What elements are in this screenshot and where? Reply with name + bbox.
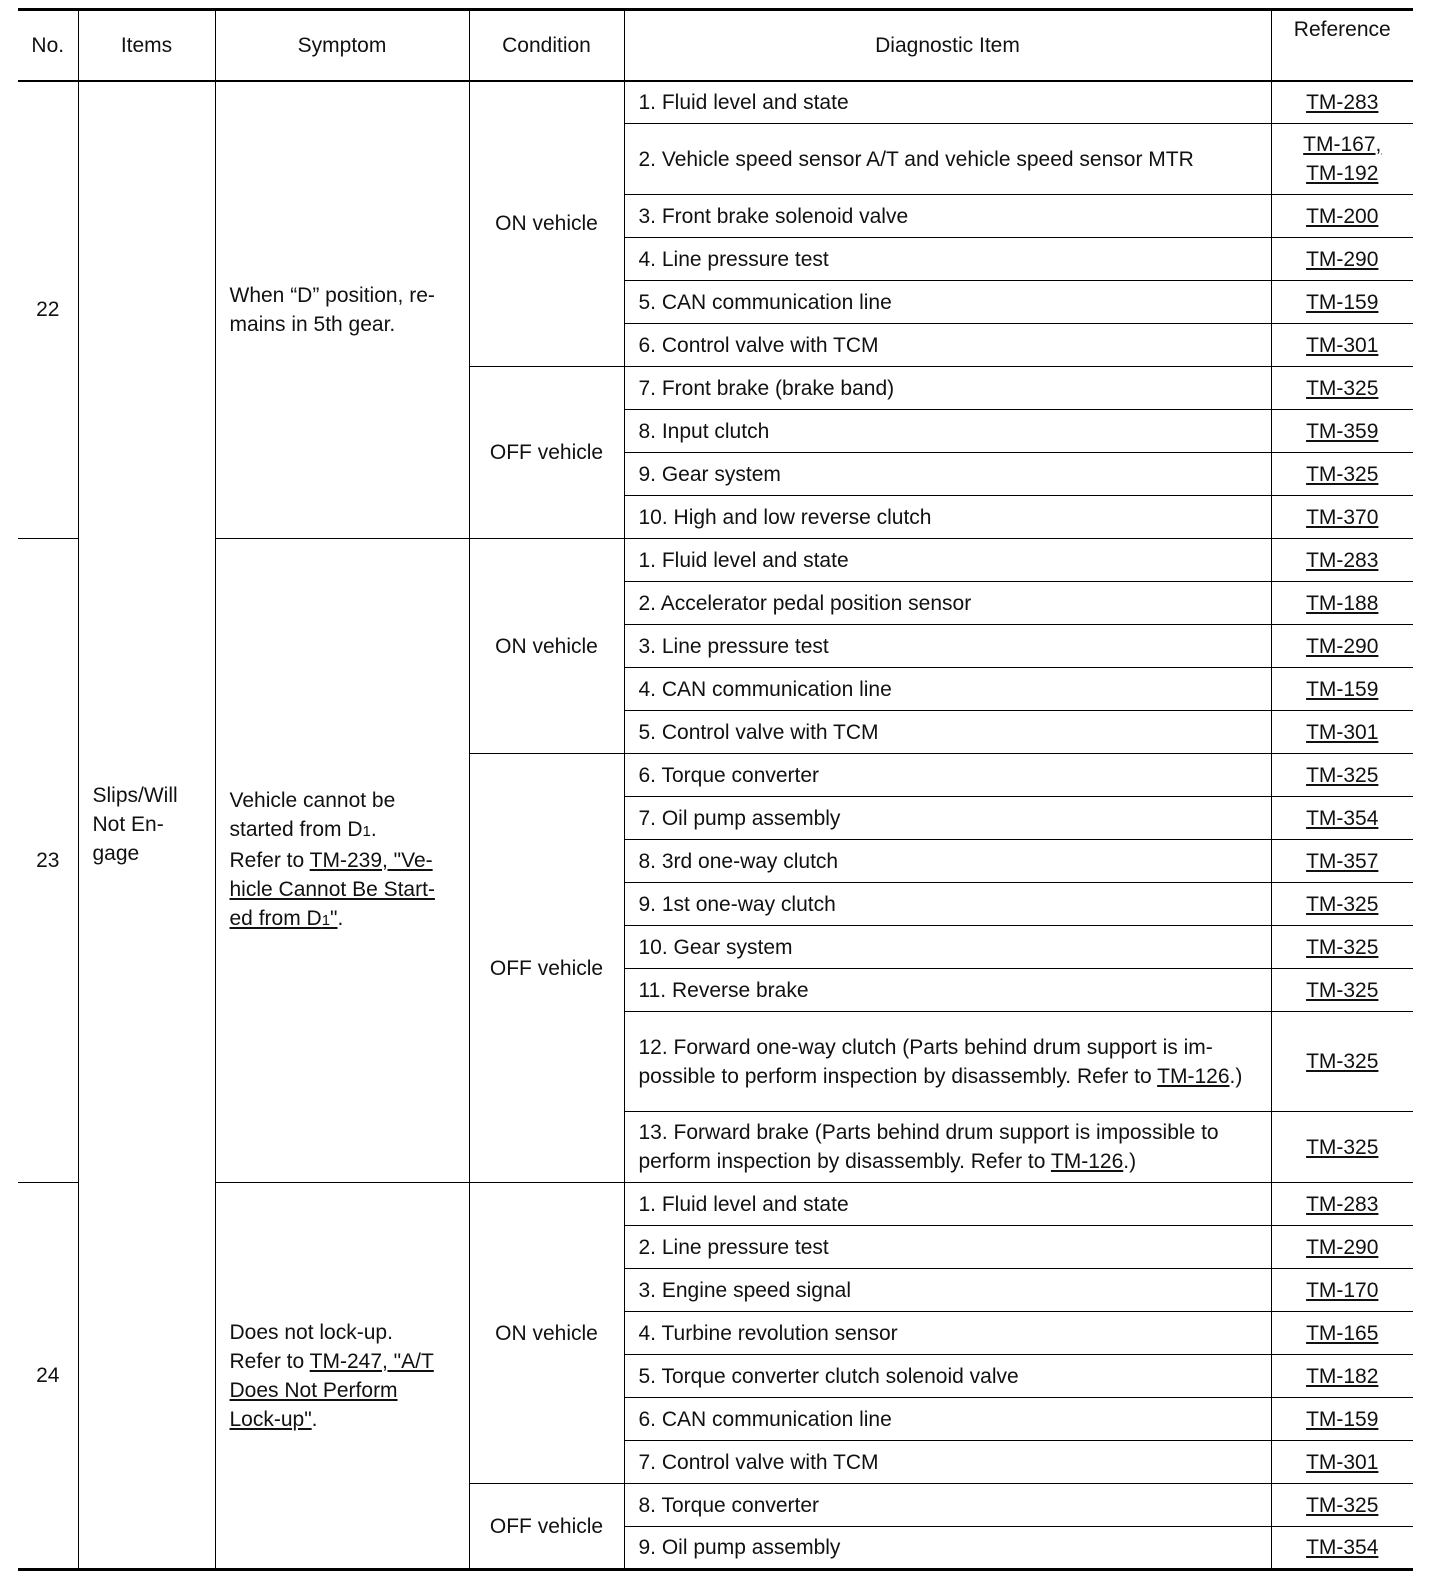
condition-cell: OFF vehicle	[469, 367, 624, 539]
reference-cell[interactable]	[1271, 582, 1413, 625]
diagnostic-item: 1. Fluid level and state	[624, 1183, 1271, 1226]
diagnostic-item: 6. CAN communication line	[624, 1398, 1271, 1441]
reference-cell[interactable]	[1271, 195, 1413, 238]
reference-link[interactable]: TM-325	[1306, 892, 1379, 916]
reference-link[interactable]: TM-325	[1306, 763, 1379, 787]
reference-cell[interactable]	[1271, 1112, 1413, 1183]
reference-link[interactable]: TM-354	[1306, 806, 1379, 830]
reference-link[interactable]: TM-283	[1306, 90, 1379, 114]
reference-link[interactable]: TM-159	[1306, 1407, 1379, 1431]
diagnostic-item: 13. Forward brake (Parts behind drum support is impossible to perform inspection by disassembly. Refer to TM-126.)	[624, 1112, 1271, 1183]
reference-cell[interactable]	[1271, 797, 1413, 840]
symptom-text: When “D” position, re-mains in 5th gear.	[229, 283, 435, 336]
diagnostic-item: 5. Torque converter clutch solenoid valve	[624, 1355, 1271, 1398]
reference-cell[interactable]	[1271, 926, 1413, 969]
reference-link[interactable]: TM-325	[1306, 1135, 1379, 1159]
reference-cell[interactable]	[1271, 238, 1413, 281]
row-number: 22	[18, 81, 78, 539]
diagnostic-item: 3. Engine speed signal	[624, 1269, 1271, 1312]
diagnostic-item: 6. Torque converter	[624, 754, 1271, 797]
reference-cell[interactable]	[1271, 496, 1413, 539]
reference-link[interactable]: TM-354	[1306, 1536, 1379, 1559]
diagnostic-item: 11. Reverse brake	[624, 969, 1271, 1012]
reference-link[interactable]: TM-325	[1306, 935, 1379, 959]
diagnostic-item: 2. Line pressure test	[624, 1226, 1271, 1269]
symptom-link[interactable]: TM-247, "A/T Does Not Perform Lock-up"	[229, 1349, 434, 1431]
reference-link[interactable]: TM-359	[1306, 419, 1379, 443]
header-symptom: Symptom	[215, 10, 469, 81]
diagnostic-item-link[interactable]: TM-126	[1050, 1150, 1124, 1173]
reference-cell[interactable]	[1271, 1441, 1413, 1484]
table-row	[18, 1183, 1413, 1226]
reference-cell[interactable]	[1271, 324, 1413, 367]
reference-link[interactable]: TM-283	[1306, 548, 1379, 572]
diagnostic-item: 4. CAN communication line	[624, 668, 1271, 711]
reference-link[interactable]: TM-325	[1306, 1493, 1379, 1517]
reference-cell[interactable]	[1271, 281, 1413, 324]
reference-cell[interactable]	[1271, 1527, 1413, 1570]
symptom-cell	[215, 539, 469, 1183]
reference-cell[interactable]	[1271, 1183, 1413, 1226]
diagnostic-item: 2. Accelerator pedal position sensor	[624, 582, 1271, 625]
row-number: 23	[18, 539, 78, 1183]
header-no: No.	[18, 10, 78, 81]
diagnostic-item: 8. Torque converter	[624, 1484, 1271, 1527]
reference-link[interactable]: TM-325	[1306, 376, 1379, 400]
reference-link[interactable]: TM-290	[1306, 1235, 1379, 1259]
reference-cell[interactable]	[1271, 668, 1413, 711]
reference-link[interactable]: TM-188	[1306, 591, 1379, 615]
reference-link[interactable]: TM-159	[1306, 677, 1379, 701]
diagnostic-item-link[interactable]: TM-126	[1157, 1064, 1230, 1088]
reference-cell[interactable]	[1271, 1312, 1413, 1355]
symptom-cell	[215, 1183, 469, 1570]
table-row	[18, 539, 1413, 582]
symptom-link[interactable]: TM-239, "Ve-hicle Cannot Be Start-ed from D1"	[229, 849, 435, 930]
diagnostic-item: 3. Front brake solenoid valve	[624, 195, 1271, 238]
reference-cell[interactable]	[1271, 1398, 1413, 1441]
diagnostic-item: 12. Forward one-way clutch (Parts behind drum support is im-possible to perform inspection by disassembly. Refer to TM-126.)	[624, 1012, 1271, 1112]
reference-link[interactable]: TM-167,	[1303, 133, 1382, 156]
reference-link[interactable]: TM-283	[1306, 1192, 1379, 1216]
items-cell	[78, 81, 215, 1570]
diagnosis-table	[18, 8, 1413, 1571]
table-header-row	[18, 10, 1413, 81]
diagnostic-item: 1. Fluid level and state	[624, 81, 1271, 124]
diagnostic-item: 9. 1st one-way clutch	[624, 883, 1271, 926]
items-label: Slips/Will Not En-gage	[92, 784, 178, 866]
header-condition: Condition	[469, 10, 624, 81]
reference-link[interactable]: TM-325	[1306, 1050, 1379, 1073]
reference-link[interactable]: TM-357	[1306, 849, 1379, 873]
symptom-text: Vehicle cannot be started from D1. Refer to TM-239, "Ve-hicle Cannot Be Start-ed from D1".	[229, 789, 435, 930]
diagnostic-item: 1. Fluid level and state	[624, 539, 1271, 582]
reference-cell[interactable]	[1271, 969, 1413, 1012]
symptom-text: Does not lock-up. Refer to TM-247, "A/T Does Not Perform Lock-up".	[229, 1320, 434, 1431]
reference-cell[interactable]	[1271, 1269, 1413, 1312]
table-row	[18, 81, 1413, 124]
diagnostic-item: 4. Line pressure test	[624, 238, 1271, 281]
reference-cell[interactable]	[1271, 883, 1413, 926]
reference-cell[interactable]	[1271, 453, 1413, 496]
reference-link[interactable]: TM-192	[1306, 162, 1379, 185]
condition-cell: OFF vehicle	[469, 754, 624, 1183]
diagnostic-item: 4. Turbine revolution sensor	[624, 1312, 1271, 1355]
reference-cell[interactable]	[1271, 539, 1413, 582]
reference-link[interactable]: TM-370	[1306, 505, 1379, 529]
diagnostic-item: 5. Control valve with TCM	[624, 711, 1271, 754]
reference-link[interactable]: TM-290	[1306, 634, 1379, 658]
diagnostic-item: 7. Front brake (brake band)	[624, 367, 1271, 410]
diagnostic-item: 5. CAN communication line	[624, 281, 1271, 324]
diagnostic-item: 10. High and low reverse clutch	[624, 496, 1271, 539]
diagnostic-item: 10. Gear system	[624, 926, 1271, 969]
reference-link[interactable]: TM-325	[1306, 978, 1379, 1002]
diagnostic-item: 2. Vehicle speed sensor A/T and vehicle speed sensor MTR	[624, 124, 1271, 195]
reference-cell[interactable]	[1271, 81, 1413, 124]
header-reference: Reference	[1271, 10, 1413, 81]
reference-link[interactable]: TM-325	[1306, 462, 1379, 486]
reference-cell[interactable]	[1271, 1355, 1413, 1398]
diagnostic-item: 9. Gear system	[624, 453, 1271, 496]
condition-cell: ON vehicle	[469, 81, 624, 367]
condition-cell: ON vehicle	[469, 1183, 624, 1484]
reference-cell[interactable]	[1271, 410, 1413, 453]
reference-link[interactable]: TM-200	[1306, 204, 1379, 228]
row-number: 24	[18, 1183, 78, 1570]
reference-link[interactable]: TM-182	[1306, 1364, 1379, 1388]
symptom-cell	[215, 81, 469, 539]
diagnostic-item: 6. Control valve with TCM	[624, 324, 1271, 367]
header-diagnostic-item: Diagnostic Item	[624, 10, 1271, 81]
diagnostic-item: 7. Oil pump assembly	[624, 797, 1271, 840]
reference-link[interactable]: TM-159	[1306, 290, 1379, 314]
reference-link[interactable]: TM-301	[1306, 1450, 1379, 1474]
reference-cell[interactable]	[1271, 367, 1413, 410]
reference-link[interactable]: TM-170	[1306, 1278, 1379, 1302]
diagnostic-item: 7. Control valve with TCM	[624, 1441, 1271, 1484]
reference-link[interactable]: TM-301	[1306, 333, 1379, 357]
reference-cell[interactable]	[1271, 840, 1413, 883]
diagnostic-item: 9. Oil pump assembly	[624, 1527, 1271, 1570]
reference-cell[interactable]	[1271, 625, 1413, 668]
reference-link[interactable]: TM-290	[1306, 247, 1379, 271]
diagnostic-item: 8. Input clutch	[624, 410, 1271, 453]
reference-cell[interactable]	[1271, 1484, 1413, 1527]
condition-cell: ON vehicle	[469, 539, 624, 754]
reference-cell[interactable]	[1271, 124, 1413, 195]
reference-cell[interactable]	[1271, 711, 1413, 754]
reference-link[interactable]: TM-301	[1306, 720, 1379, 744]
reference-cell[interactable]	[1271, 754, 1413, 797]
diagnostic-item: 3. Line pressure test	[624, 625, 1271, 668]
reference-link[interactable]: TM-165	[1306, 1321, 1379, 1345]
condition-cell: OFF vehicle	[469, 1484, 624, 1570]
reference-cell[interactable]	[1271, 1012, 1413, 1112]
diagnostic-item: 8. 3rd one-way clutch	[624, 840, 1271, 883]
header-items: Items	[78, 10, 215, 81]
reference-cell[interactable]	[1271, 1226, 1413, 1269]
